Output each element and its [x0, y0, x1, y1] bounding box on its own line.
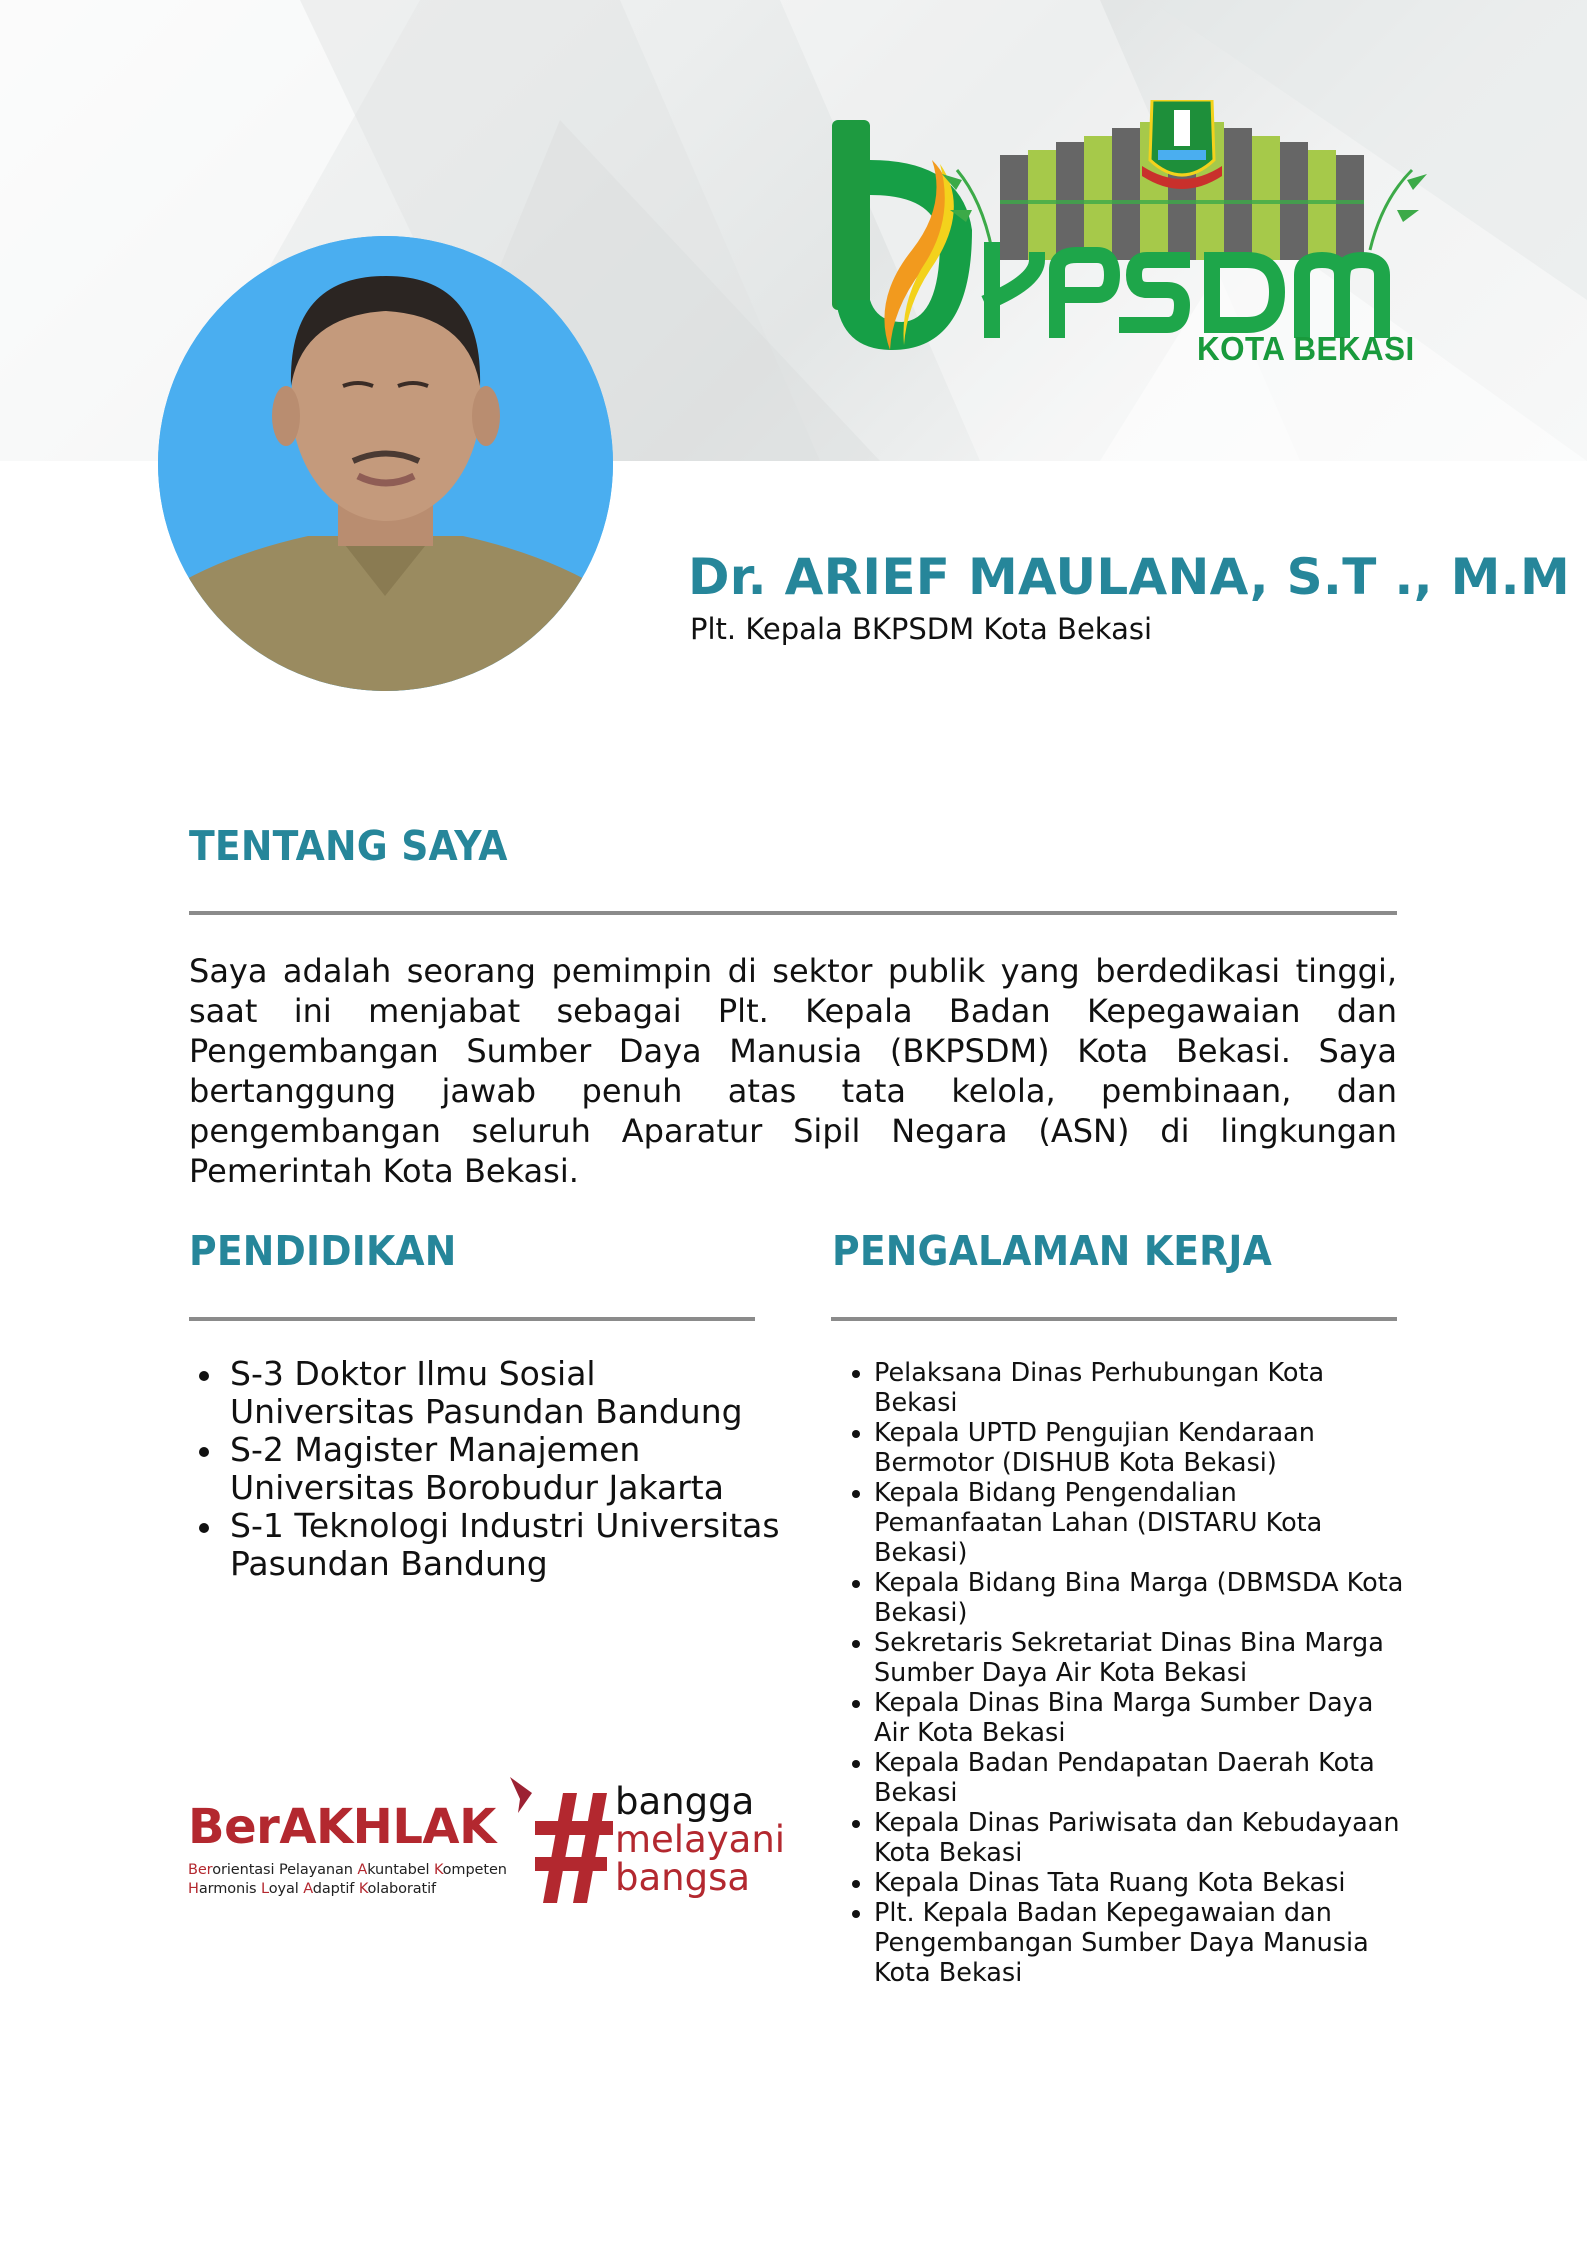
experience-item: Pelaksana Dinas Perhubungan Kota Bekasi	[848, 1358, 1408, 1418]
education-list	[196, 1355, 786, 1583]
bangga-line2: melayani	[615, 1818, 786, 1861]
education-title: PENDIDIKAN	[189, 1227, 457, 1275]
berakhlak-values-line2: Harmonis Loyal Adaptif Kolaboratif	[188, 1881, 437, 1897]
berakhlak-wordmark: BerAKHLAK	[188, 1799, 496, 1855]
education-item: S-2 Magister Manajemen Universitas Borobudur Jakarta	[196, 1431, 786, 1507]
about-divider	[189, 911, 1397, 915]
berakhlak-logo	[188, 1775, 548, 1895]
experience-item: Sekretaris Sekretariat Dinas Bina Marga Sumber Daya Air Kota Bekasi	[848, 1628, 1408, 1688]
bangga-line1: bangga	[615, 1780, 755, 1823]
experience-item: Kepala Bidang Pengendalian Pemanfaatan Lahan (DISTARU Kota Bekasi)	[848, 1478, 1408, 1568]
kota-bekasi-emblem	[1142, 100, 1222, 189]
logo-kpsdm-text	[992, 250, 1382, 330]
bangga-line3: bangsa	[615, 1856, 751, 1899]
education-item: S-3 Doktor Ilmu Sosial Universitas Pasundan Bandung	[196, 1355, 786, 1431]
experience-item: Kepala Dinas Tata Ruang Kota Bekasi	[848, 1868, 1408, 1898]
berakhlak-values-line1: Berorientasi Pelayanan Akuntabel Kompeten	[188, 1862, 507, 1878]
profile-photo	[158, 236, 613, 691]
chevron-right-icon	[506, 1775, 536, 1815]
person-portrait-icon	[158, 236, 613, 691]
experience-item: Kepala Bidang Bina Marga (DBMSDA Kota Bekasi)	[848, 1568, 1408, 1628]
about-text: Saya adalah seorang pemimpin di sektor publik yang berdedikasi tinggi, saat ini menjabat sebagai Plt. Kepala Badan Kepegawaian dan Pengembangan Sumber Daya Manusia (BKPSDM) Kota Bekasi. Saya bertanggung jawab penuh atas tata kelola, pembinaan, dan pengembangan seluruh Aparatur Sipil Negara (ASN) di lingkungan Pemerintah Kota Bekasi.	[189, 952, 1397, 1190]
experience-item: Kepala Badan Pendapatan Daerah Kota Bekasi	[848, 1748, 1408, 1808]
experience-item: Kepala Dinas Bina Marga Sumber Daya Air Kota Bekasi	[848, 1688, 1408, 1748]
experience-item: Kepala UPTD Pengujian Kendaraan Bermotor (DISHUB Kota Bekasi)	[848, 1418, 1408, 1478]
experience-title: PENGALAMAN KERJA	[832, 1227, 1273, 1275]
experience-divider	[831, 1317, 1397, 1321]
experience-item: Kepala Dinas Pariwisata dan Kebudayaan Kota Bekasi	[848, 1808, 1408, 1868]
experience-list	[848, 1358, 1408, 1988]
hashtag-icon	[535, 1793, 613, 1903]
education-divider	[189, 1317, 755, 1321]
about-title: TENTANG SAYA	[189, 822, 508, 870]
logo-b-mark	[832, 120, 972, 350]
profile-name: Dr. ARIEF MAULANA, S.T ., M.M	[688, 548, 1571, 606]
logo-subtitle: KOTA BEKASI	[1197, 330, 1415, 367]
bangga-melayani-bangsa-logo	[535, 1780, 805, 1913]
profile-position: Plt. Kepala BKPSDM Kota Bekasi	[690, 612, 1153, 646]
education-item: S-1 Teknologi Industri Universitas Pasundan Bandung	[196, 1507, 786, 1583]
experience-item: Plt. Kepala Badan Kepegawaian dan Pengembangan Sumber Daya Manusia Kota Bekasi	[848, 1898, 1408, 1988]
